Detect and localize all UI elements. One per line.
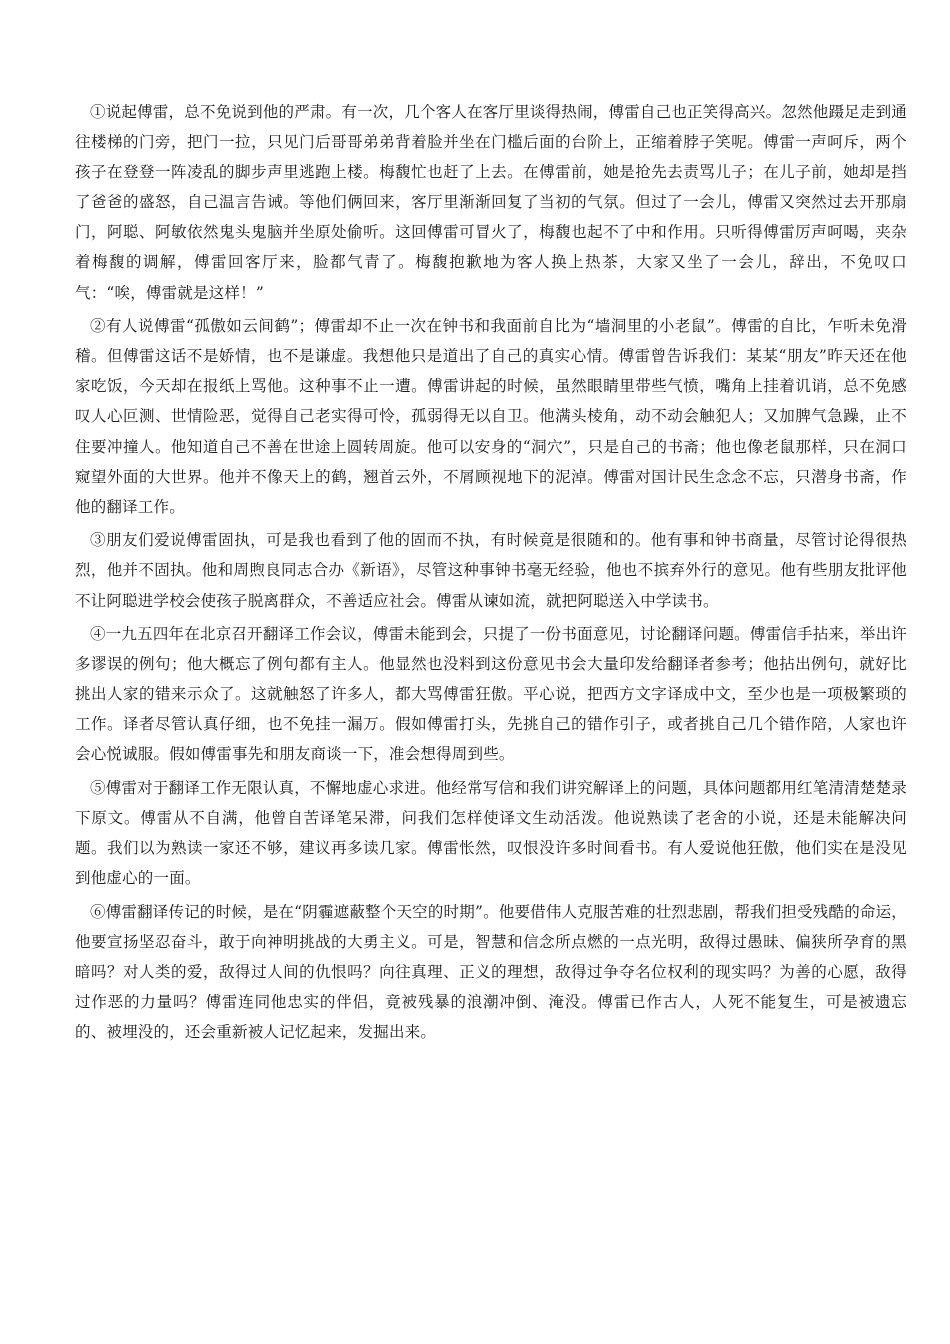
- paragraph-3: ③朋友们爱说傅雷固执，可是我也看到了他的固而不执，有时候竟是很随和的。他有事和钟书商量，尽管讨论得很热烈，他并不固执。他和周煦良同志合办《新语》，尽管这种事钟书毫无经验，他也不摈弃外行的意见。他有些朋友批评他不让阿聪进学校会使孩子脱离群众，不善适应社会。傅雷从谏如流，就把阿聪送入中学读书。: [75, 531, 907, 610]
- paragraph-5: ⑤傅雷对于翻译工作无限认真，不懈地虚心求进。他经常写信和我们讲究解译上的问题，具体问题都用红笔清清楚楚录下原文。傅雷从不自满，他曾自苦译笔呆滞，问我们怎样使译文生动活泼。他说熟读了老舍的小说，还是未能解决问题。我们以为熟读一家还不够，建议再多读几家。傅雷怅然，叹恨没许多时间看书。有人爱说他狂傲，他们实在是没见到他虚心的一面。: [75, 779, 907, 888]
- paragraph-1: ①说起傅雷，总不免说到他的严肃。有一次，几个客人在客厅里谈得热闹，傅雷自己也正笑得高兴。忽然他蹑足走到通往楼梯的门旁，把门一拉，只见门后哥哥弟弟背着脸并坐在门槛后面的台阶上，正缩着脖子笑呢。傅雷一声呵斥，两个孩子在登登一阵凌乱的脚步声里逃跑上楼。梅馥忙也赶了上去。在傅雷前，她是抢先去责骂儿子；在儿子前，她却是挡了爸爸的盛怒，自己温言告诫。等他们俩回来，客厅里渐渐回复了当初的气氛。但过了一会儿，傅雷又突然过去开那扇门，阿聪、阿敏依然鬼头鬼脑并坐原处偷听。这回傅雷可冒火了，梅馥也起不了中和作用。只听得傅雷厉声呵喝，夹杂着梅馥的调解，傅雷回客厅来，脸都气青了。梅馥抱歉地为客人换上热茶，大家又坐了一会儿，辞出，不免叹口气：“唉，傅雷就是这样！”: [75, 103, 907, 302]
- paragraph-2: ②有人说傅雷“孤傲如云间鹤”；傅雷却不止一次在钟书和我面前自比为“墙洞里的小老鼠”。傅雷的自比，乍听未免滑稽。但傅雷这话不是娇情，也不是谦虚。我想他只是道出了自己的真实心情。傅雷曾告诉我们：某某“朋友”昨天还在他家吃饭，今天却在报纸上骂他。这种事不止一遭。傅雷讲起的时候，虽然眼睛里带些气愤，嘴角上挂着讥诮，总不免感叹人心叵测、世情险恶，觉得自己老实得可怜，孤弱得无以自卫。他满头棱角，动不动会触犯人；又加脾气急躁，止不住要冲撞人。他知道自己不善在世途上圆转周旋。他可以安身的“洞穴”，只是自己的书斋；他也像老鼠那样，只在洞口窥望外面的大世界。他并不像天上的鹤，翘首云外，不屑顾视地下的泥淖。傅雷对国计民生念念不忘，只潜身书斋，作他的翻译工作。: [75, 317, 907, 516]
- paragraph-4: ④一九五四年在北京召开翻译工作会议，傅雷未能到会，只提了一份书面意见，讨论翻译问题。傅雷信手拈来，举出许多谬误的例句；他大概忘了例句都有主人。他显然也没料到这份意见书会大量印发给翻译者参考；他拈出例句，就好比挑出人家的错来示众了。这就触怒了许多人，都大骂傅雷狂傲。平心说，把西方文字译成中文，至少也是一项极繁琐的工作。译者尽管认真仔细，也不免挂一漏万。假如傅雷打头，先挑自己的错作引子，或者挑自己几个错作陪，人家也许会心悦诚服。假如傅雷事先和朋友商谈一下，准会想得周到些。: [75, 625, 907, 764]
- article-body: [75, 97, 907, 1051]
- paragraph-6: ⑥傅雷翻译传记的时候，是在“阴霾遮蔽整个天空的时期”。他要借伟人克服苦难的壮烈悲剧，帮我们担受残酷的命运，他要宣扬坚忍奋斗，敢于向神明挑战的大勇主义。可是，智慧和信念所点燃的一点光明，敌得过愚昧、偏狭所孕育的黑暗吗？对人类的爱，敌得过人间的仇恨吗？向往真理、正义的理想，敌得过争夺名位权利的现实吗？为善的心愿，敌得过作恶的力量吗？傅雷连同他忠实的伴侣，竟被残暴的浪潮冲倒、淹没。傅雷已作古人，人死不能复生，可是被遗忘的、被埋没的，还会重新被人记忆起来，发掘出来。: [75, 902, 907, 1042]
